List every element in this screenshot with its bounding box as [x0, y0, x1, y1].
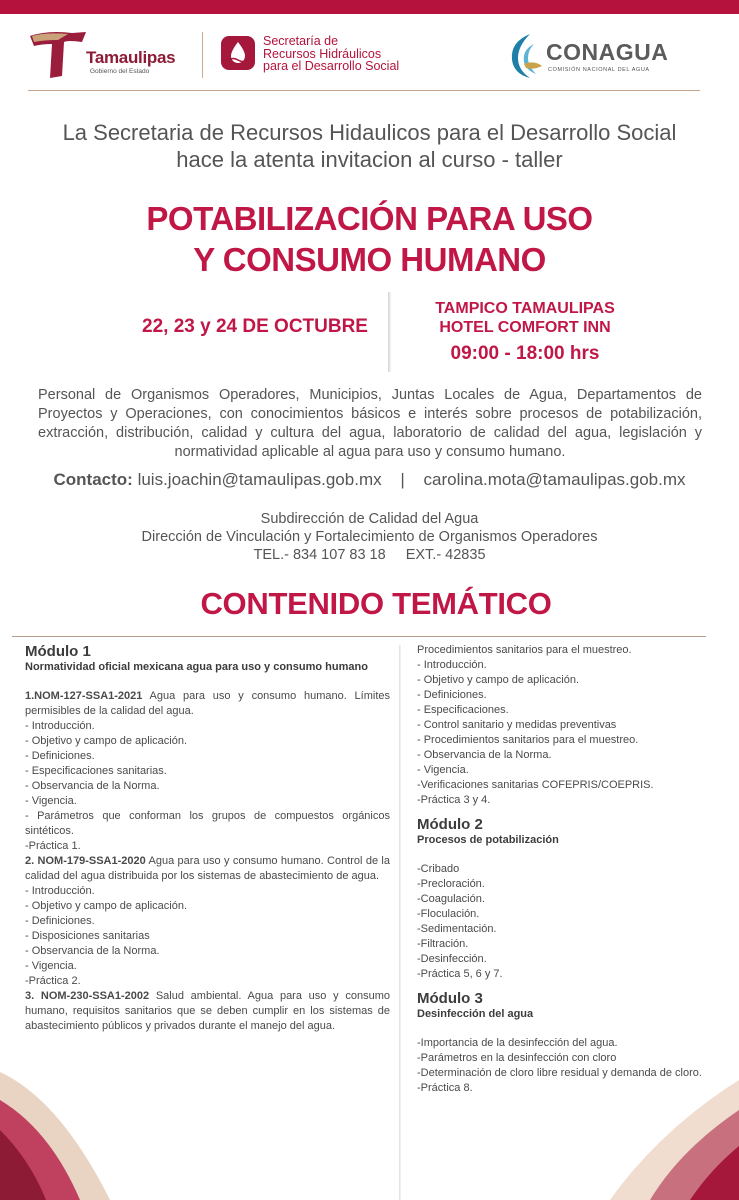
nom-127-heading [25, 689, 390, 719]
list-item: - Procedimientos sanitarios para el muestreo. [417, 734, 639, 746]
nom-230-code: 3. NOM-230-SSA1-2002 [25, 990, 150, 1002]
practice-item: -Práctica 5, 6 y 7. [417, 968, 503, 980]
intro-text [0, 119, 739, 173]
list-item: - Observancia de la Norma. [25, 945, 160, 957]
top-color-bar [0, 0, 739, 14]
course-location [410, 299, 640, 368]
water-drop-glyph-icon [221, 36, 255, 70]
office-line-1: Subdirección de Calidad del Agua [260, 511, 479, 527]
secretaria-name [263, 35, 399, 73]
list-item: - Objetivo y campo de aplicación. [417, 674, 580, 686]
location-city: TAMPICO TAMAULIPAS [435, 300, 615, 317]
list-item: - Vigencia. [25, 795, 77, 807]
nom-127-text: Agua para uso y consumo humano. Límites permisibles de la calidad del agua. [25, 690, 390, 717]
list-item: - Observancia de la Norma. [25, 780, 160, 792]
module-2-title: Módulo 2 [417, 816, 483, 833]
list-item: - Introducción. [25, 885, 95, 897]
module-1-title: Módulo 1 [25, 643, 91, 660]
office-line-2: Dirección de Vinculación y Fortalecimiento de Organismos Operadores [141, 529, 598, 545]
intro-line-2: hace la atenta invitacion al curso - taller [176, 147, 563, 172]
contact-label: Contacto: [53, 470, 133, 489]
list-item: - Introducción. [25, 720, 95, 732]
header [0, 14, 739, 92]
module-1-column [25, 643, 390, 1034]
list-item: -Importancia de la desinfección del agua. [417, 1037, 618, 1049]
list-item: -Desinfección. [417, 953, 487, 965]
list-item: -Verificaciones sanitarias COFEPRIS/COEPRIS. [417, 779, 654, 791]
list-item: -Cribado [417, 863, 460, 875]
list-item: - Especificaciones sanitarias. [25, 765, 167, 777]
list-item: -Parámetros en la desinfección con cloro [417, 1052, 617, 1064]
list-item: -Determinación de cloro libre residual y demanda de cloro. [417, 1067, 702, 1079]
tamaulipas-emblem-icon [28, 30, 88, 80]
module-2-subtitle: Procesos de potabilización [417, 834, 559, 846]
list-item: - Observancia de la Norma. [417, 749, 552, 761]
list-item: -Coagulación. [417, 893, 485, 905]
secretaria-line-1: Secretaría de [263, 34, 339, 48]
nom-127-code: 1.NOM-127-SSA1-2021 [25, 690, 143, 702]
tamaulipas-logo [28, 30, 188, 86]
list-item: - Objetivo y campo de aplicación. [25, 735, 188, 747]
list-item: -Sedimentación. [417, 923, 497, 935]
header-divider [202, 32, 203, 78]
info-divider [388, 292, 391, 372]
contact-email-1[interactable]: luis.joachin@tamaulipas.gob.mx [137, 470, 382, 489]
contact-email-2[interactable]: carolina.mota@tamaulipas.gob.mx [423, 470, 686, 489]
list-item: -Filtración. [417, 938, 469, 950]
content-rule [12, 636, 706, 637]
list-item: - Definiciones. [25, 915, 95, 927]
content-title: CONTENIDO TEMÁTICO [200, 586, 552, 621]
course-dates: 22, 23 y 24 DE OCTUBRE [142, 316, 368, 337]
practice-item: -Práctica 3 y 4. [417, 794, 491, 806]
tamaulipas-name: Tamaulipas [86, 48, 176, 67]
practice-item: -Práctica 1. [25, 840, 81, 852]
contact-separator: | [400, 470, 405, 489]
list-item: - Disposiciones sanitarias [25, 930, 150, 942]
sampling-lead: Procedimientos sanitarios para el muestreo. [417, 644, 632, 656]
list-item: - Especificaciones. [417, 704, 509, 716]
list-item: -Precloración. [417, 878, 485, 890]
list-item: - Control sanitario y medidas preventivas [417, 719, 617, 731]
conagua-swirl-icon [504, 30, 544, 82]
conagua-subtitle: COMISIÓN NACIONAL DEL AGUA [548, 67, 650, 73]
decorative-corner-right [600, 1080, 739, 1200]
list-item: - Vigencia. [417, 764, 469, 776]
list-item: - Introducción. [417, 659, 487, 671]
office-info [0, 510, 739, 564]
location-venue: HOTEL COMFORT INN [439, 319, 611, 336]
nom-230-heading [25, 989, 390, 1034]
module-3-title: Módulo 3 [417, 990, 483, 1007]
nom-179-text: Agua para uso y consumo humano. Control de la calidad del agua distribuida por los sistemas de abastecimiento de agua. [25, 855, 390, 882]
list-item: - Definiciones. [25, 750, 95, 762]
modules-2-3-column [417, 643, 717, 1096]
tamaulipas-subtitle: Gobierno del Estado [90, 68, 150, 75]
course-title-line-1: POTABILIZACIÓN PARA USO [146, 200, 593, 237]
nom-230-text: Salud ambiental. Agua para uso y consumo humano, requisitos sanitarios que se deben cumplir en los sistemas de abastecimiento públicos y privados durante el manejo del agua. [25, 990, 390, 1032]
contact-line [0, 470, 739, 490]
water-drop-icon [221, 36, 255, 70]
module-1-subtitle: Normatividad oficial mexicana agua para uso y consumo humano [25, 661, 368, 673]
nom-127-parameters: - Parámetros que conforman los grupos de compuestos orgánicos sintéticos. [25, 810, 390, 837]
practice-item: -Práctica 2. [25, 975, 81, 987]
secretaria-line-2: Recursos Hidráulicos [263, 46, 382, 61]
phone-number: TEL.- 834 107 83 18 [253, 547, 386, 563]
intro-line-1: La Secretaria de Recursos Hidaulicos para el Desarrollo Social [62, 120, 677, 145]
phone-extension: EXT.- 42835 [405, 547, 486, 563]
course-hours: 09:00 - 18:00 hrs [450, 343, 600, 364]
conagua-logo [504, 30, 704, 86]
practice-item: -Práctica 8. [417, 1082, 473, 1094]
target-audience: Personal de Organismos Operadores, Municipios, Juntas Locales de Agua, Departamentos de Proyectos y Operaciones, con conocimientos básicos e interés sobre procesos de potabilización, extracción, distribución, calidad y cultura del agua, laboratorio de calidad del agua, legislación y normatividad aplicable al agua para uso y consumo humano. [38, 387, 702, 460]
secretaria-line-3: para el Desarrollo Social [263, 59, 400, 73]
conagua-name: CONAGUA [546, 39, 669, 65]
list-item: - Definiciones. [417, 689, 487, 701]
nom-179-code: 2. NOM-179-SSA1-2020 [25, 855, 146, 867]
header-rule [28, 90, 700, 91]
course-title [0, 198, 739, 280]
list-item: - Vigencia. [25, 960, 77, 972]
office-phone [0, 546, 739, 564]
nom-179-heading [25, 854, 390, 884]
decorative-corner-left [0, 1060, 120, 1200]
list-item: - Objetivo y campo de aplicación. [25, 900, 188, 912]
module-3-subtitle: Desinfección del agua [417, 1008, 534, 1020]
list-item: -Floculación. [417, 908, 480, 920]
course-title-line-2: Y CONSUMO HUMANO [193, 241, 546, 278]
column-divider [399, 645, 401, 1200]
